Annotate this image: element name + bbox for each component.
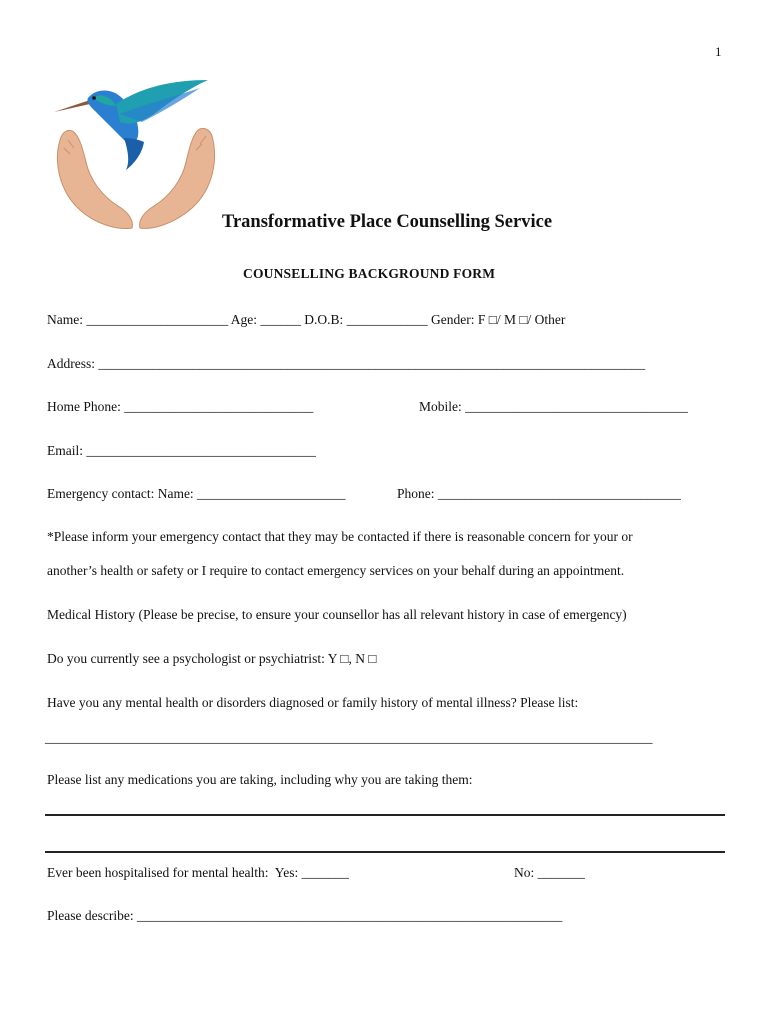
mental-health-question: Have you any mental health or disorders diagnosed or family history of mental illness? Please list: [47,695,579,710]
left-hand [57,130,132,228]
medications-answer-line-1[interactable] [45,814,725,816]
home-phone-field[interactable]: Home Phone: ____________________________ [47,399,314,414]
medications-answer-line-2[interactable] [45,851,725,853]
emergency-note-line-2: another’s health or safety or I require to contact emergency services on your behalf during an appointment. [47,563,625,578]
medical-history-heading: Medical History (Please be precise, to ensure your counsellor has all relevant history in case of emergency) [47,607,627,622]
mental-health-answer-field[interactable]: __________________________________________________________________________________________ [45,730,653,745]
address-field[interactable]: Address: _________________________________________________________________________________ [47,356,646,371]
form-title: COUNSELLING BACKGROUND FORM [243,266,496,281]
medications-question: Please list any medications you are taking, including why you are taking them: [47,772,473,787]
right-hand [140,128,215,228]
email-field[interactable]: Email: __________________________________ [47,443,316,458]
mobile-field[interactable]: Mobile: _________________________________ [419,399,688,414]
psychologist-question[interactable]: Do you currently see a psychologist or psychiatrist: Y □, N □ [47,651,377,666]
emergency-contact-phone-field[interactable]: Phone: ____________________________________ [397,486,681,501]
hummingbird-hands-logo [50,70,220,235]
bird-tail [124,138,144,170]
page-number: 1 [715,44,722,59]
personal-details-row[interactable]: Name: _____________________ Age: ______ D.O.B: ____________ Gender: F □/ M □/ Other [47,312,566,327]
hospitalised-yes-field[interactable]: Ever been hospitalised for mental health: Yes: _______ [47,865,349,880]
page-title: Transformative Place Counselling Service [222,212,553,232]
describe-field[interactable]: Please describe: _______________________________________________________________ [47,908,563,923]
hospitalised-no-field[interactable]: No: _______ [514,865,585,880]
emergency-contact-name-field[interactable]: Emergency contact: Name: ______________________ [47,486,346,501]
emergency-note-line-1: *Please inform your emergency contact that they may be contacted if there is reasonable concern for your or [47,529,633,544]
bird-beak [54,100,90,112]
